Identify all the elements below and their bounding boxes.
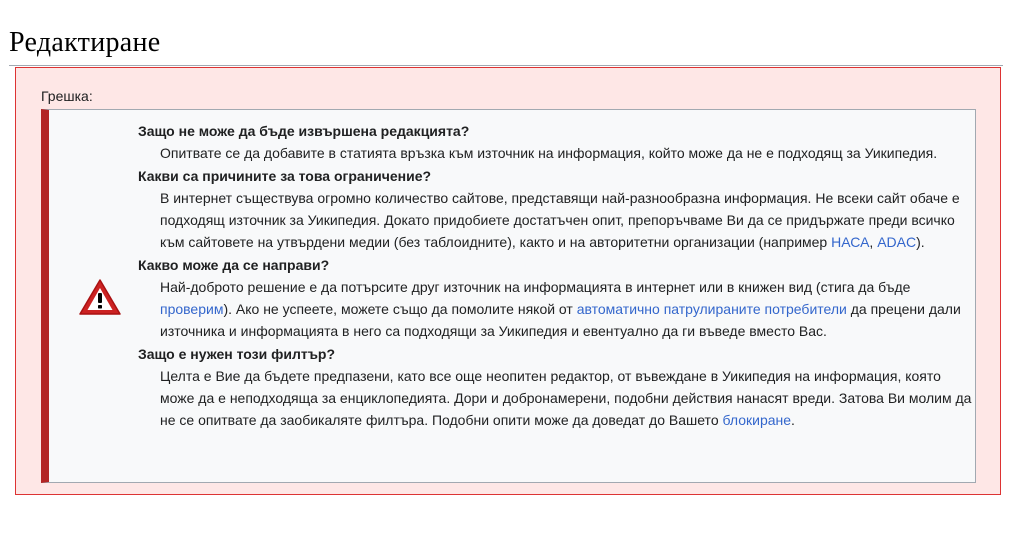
section-answer: В интернет съществува огромно количество сайтове, представящи най-разнообразна информация. Не всеки сайт обаче е подходящ източник за Уикипедия. Докато придобиете достатъчен опит, препоръчваме Ви да се придържате преди всичко към сайтовете на утвърдени медии (без таблоидните), както и на авторитетни организации (например НАСА, ADAC). (160, 190, 960, 250)
error-box (15, 67, 1001, 495)
section-answer: Най-доброто решение е да потърсите друг източник на информацията в интернет или в книжен вид (стига да бъде проверим). Ако не успеете, можете също да помолите някой от автоматично патрулираните потребители да прецени дали източника и информацията в него са подходящи за Уикипедия и евентуално да ги въведе вместо Вас. (160, 279, 961, 339)
section-question: Какво може да се направи? (138, 257, 330, 273)
warning-triangle-icon (78, 278, 122, 316)
section-question: Какви са причините за това ограничение? (138, 168, 432, 184)
page-title: Редактиране (9, 27, 1003, 66)
section-answer: Целта е Вие да бъдете предпазени, като все още неопитен редактор, от въвеждане в Уикипедия на информация, която може да е неподходяща за енциклопедията. Дори и добронамерени, подобни действия нанасят вреди. Затова Ви молим да не се опитвате да заобикаляте филтъра. Подобни опити може да доведат до Вашето блокиране. (160, 368, 972, 428)
abuse-filter-warning (41, 109, 976, 483)
section-answer: Опитвате се да добавите в статията връзка към източник на информация, който може да не е подходящ за Уикипедия. (160, 145, 938, 161)
autopatrolled-users-link[interactable]: автоматично патрулираните потребители (576, 301, 847, 317)
nasa-link[interactable]: НАСА (831, 234, 870, 250)
adac-link[interactable]: ADAC (877, 234, 917, 250)
section-question: Защо не може да бъде извършена редакцията? (138, 123, 470, 139)
section-question: Защо е нужен този филтър? (138, 346, 335, 362)
error-label: Грешка: (41, 88, 93, 104)
blocking-link[interactable]: блокиране (722, 412, 792, 428)
warning-content (138, 120, 978, 432)
verifiable-link[interactable]: проверим (160, 301, 224, 317)
